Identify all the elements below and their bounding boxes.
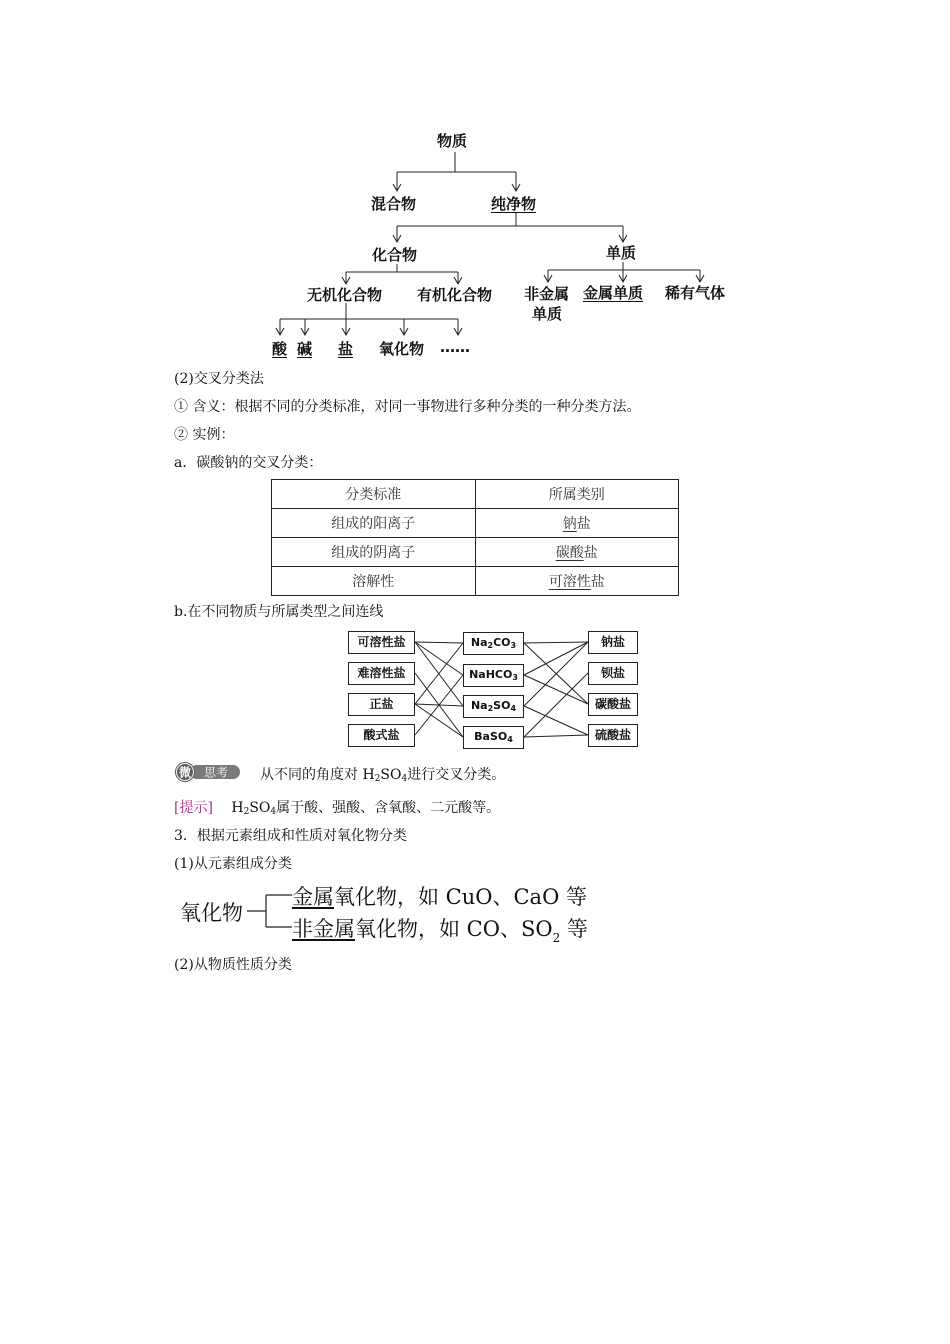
q-sub: 2 (374, 774, 381, 784)
oxide-nonmetal-line (292, 913, 588, 945)
section2-meaning: ① 含义：根据不同的分类标准，对同一事物进行多种分类的一种分类方法。 (174, 399, 641, 415)
tree-mixture: 混合物 (371, 195, 417, 213)
tree-compound: 化合物 (372, 246, 418, 264)
formula-part: BaSO (474, 730, 508, 743)
tree-root: 物质 (437, 132, 468, 150)
oxide-root: 氧化物 (180, 901, 243, 925)
tree-nonmetal-line1: 非金属 (524, 285, 570, 303)
suffix-text: 盐 (583, 545, 598, 561)
section3-sub1: (1)从元素组成分类 (174, 856, 292, 872)
nonmetal-sub: 2 (552, 931, 561, 945)
table-cell-criterion: 溶解性 (272, 567, 476, 596)
nonmetal-underlined: 非金属 (292, 917, 355, 941)
q-text: 从不同的角度对 H (260, 767, 375, 783)
box-label: 钠盐 (600, 635, 625, 649)
box-label: 可溶性盐 (357, 635, 406, 649)
table-header-cell: 分类标准 (272, 480, 476, 509)
hint-text: 属于酸、强酸、含氧酸、二元酸等。 (276, 800, 501, 816)
formula-part: SO (493, 699, 511, 712)
q-sub: 4 (401, 774, 408, 784)
table-cell-criterion: 组成的阳离子 (272, 509, 476, 538)
formula-part: Na (470, 699, 488, 712)
badge-word: 思考 (203, 765, 229, 780)
tree-inorganic-compound: 无机化合物 (307, 286, 383, 304)
section3-sub2: (2)从物质性质分类 (174, 957, 292, 973)
tree-element: 单质 (606, 244, 637, 262)
formula-part: NaHCO (469, 668, 513, 681)
section2-example: ② 实例： (174, 427, 235, 443)
formula-sub: 4 (510, 704, 517, 713)
table-header-cell: 所属类别 (475, 480, 679, 509)
box-label: 钡盐 (600, 666, 625, 680)
box-label: 难溶性盐 (357, 666, 406, 680)
formula-sub: 4 (507, 735, 513, 744)
tree-organic-compound: 有机化合物 (417, 286, 493, 304)
tree-salt: 盐 (338, 340, 354, 358)
suffix-text: 盐 (576, 516, 591, 532)
hint-text: SO (249, 800, 271, 816)
oxide-metal-line (292, 881, 587, 911)
tree-acid: 酸 (272, 340, 288, 358)
formula-part: Na (470, 636, 488, 649)
q-text: SO (380, 767, 402, 783)
box-label: 酸式盐 (363, 728, 400, 742)
section2-sub-b: b.在不同物质与所属类型之间连线 (174, 604, 384, 620)
answer-text: 钠 (562, 516, 577, 532)
hint-label: [提示] (174, 800, 213, 816)
nonmetal-rest: 等 (560, 917, 588, 941)
table-cell-criterion: 组成的阴离子 (272, 538, 476, 567)
formula-sub: 3 (512, 673, 518, 682)
suffix-text: 盐 (590, 574, 605, 590)
tree-base: 碱 (297, 340, 313, 358)
answer-text: 可溶性 (548, 574, 591, 590)
tree-nonmetal-line2: 单质 (532, 305, 563, 323)
formula-sub: 2 (487, 704, 494, 713)
box-label: 碳酸盐 (594, 697, 631, 711)
tree-oxide: 氧化物 (379, 340, 425, 358)
nonmetal-rest: 氧化物，如 CO、SO (355, 917, 553, 941)
hint-text: H (231, 800, 244, 816)
tree-noble-gas: 稀有气体 (665, 284, 726, 302)
badge-char: 微 (178, 765, 192, 780)
box-label: 硫酸盐 (594, 728, 631, 742)
section2-heading: (2)交叉分类法 (174, 371, 264, 387)
hint-sub: 4 (270, 807, 277, 817)
q-text: 进行交叉分类。 (407, 767, 506, 783)
tree-metal-element: 金属单质 (583, 284, 644, 302)
metal-rest: 氧化物，如 CuO、CaO 等 (334, 885, 587, 909)
answer-text: 碳酸 (555, 545, 584, 561)
box-label: 正盐 (369, 697, 394, 711)
formula-sub: 3 (510, 641, 517, 650)
tree-pure-substance: 纯净物 (491, 195, 537, 213)
hint-sub: 2 (243, 807, 250, 817)
section2-sub-a: a．碳酸钠的交叉分类： (174, 455, 323, 471)
formula-part: CO (493, 636, 511, 649)
section3-heading: 3．根据元素组成和性质对氧化物分类 (174, 828, 407, 844)
formula-sub: 2 (487, 641, 494, 650)
metal-underlined: 金属 (292, 885, 334, 909)
tree-ellipsis: …… (440, 338, 470, 356)
